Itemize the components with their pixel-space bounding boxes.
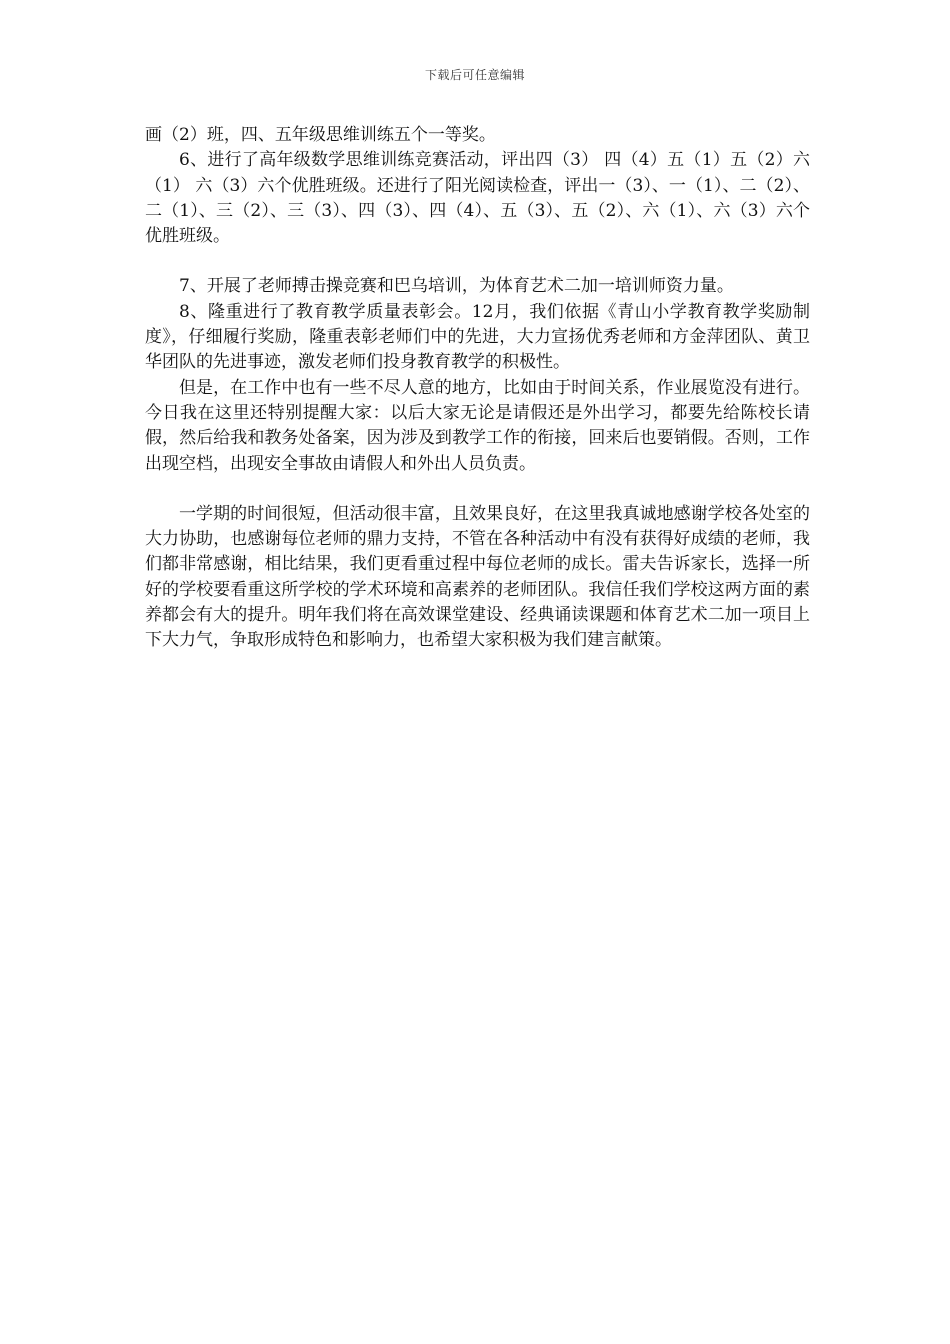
paragraph-item-7: 7、开展了老师搏击操竞赛和巴乌培训，为体育艺术二加一培训师资力量。	[179, 276, 734, 297]
paragraph-spacer	[145, 249, 810, 274]
page-header: 下载后可任意编辑	[424, 68, 525, 82]
paragraph-spacer	[145, 477, 810, 502]
paragraph-continuation: 画（2）班，四、五年级思维训练五个一等奖。	[145, 125, 496, 145]
paragraph-shortcomings: 但是，在工作中也有一些不尽人意的地方，比如由于时间关系，作业展览没有进行。今日我在这里还特别提醒大家：以后大家无论是请假还是外出学习，都要先给陈校长请假，然后给我和教务处备案，因为涉及到教学工作的衔接，回来后也要销假。否则，工作出现空档，出现安全事故由请假人和外出人员负责。	[145, 377, 810, 474]
paragraph-item-8: 8、隆重进行了教育教学质量表彰会。12月，我们依据《青山小学教育教学奖励制度》，仔细履行奖励，隆重表彰老师们中的先进，大力宣扬优秀老师和方金萍团队、黄卫华团队的先进事迹，激发老师们投身教育教学的积极性。	[145, 301, 810, 373]
document-body	[145, 123, 810, 654]
paragraph-item-6: 6、进行了高年级数学思维训练竞赛活动，评出四（3） 四（4）五（1）五（2）六（1） 六（3）六个优胜班级。还进行了阳光阅读检查，评出一（3）、一（1）、二（2）、二（1）、三（2）、三（3）、四（3）、四（4）、五（3）、五（2）、六（1）、六（3）六个优胜班级。	[145, 150, 810, 247]
paragraph-conclusion: 一学期的时间很短，但活动很丰富，且效果良好，在这里我真诚地感谢学校各处室的大力协助，也感谢每位老师的鼎力支持，不管在各种活动中有没有获得好成绩的老师，我们都非常感谢，相比结果，我们更看重过程中每位老师的成长。雷夫告诉家长，选择一所好的学校要看重这所学校的学术环境和高素养的老师团队。我信任我们学校这两方面的素养都会有大的提升。明年我们将在高效课堂建设、经典诵读课题和体育艺术二加一项目上下大力气，争取形成特色和影响力，也希望大家积极为我们建言献策。	[145, 503, 810, 651]
